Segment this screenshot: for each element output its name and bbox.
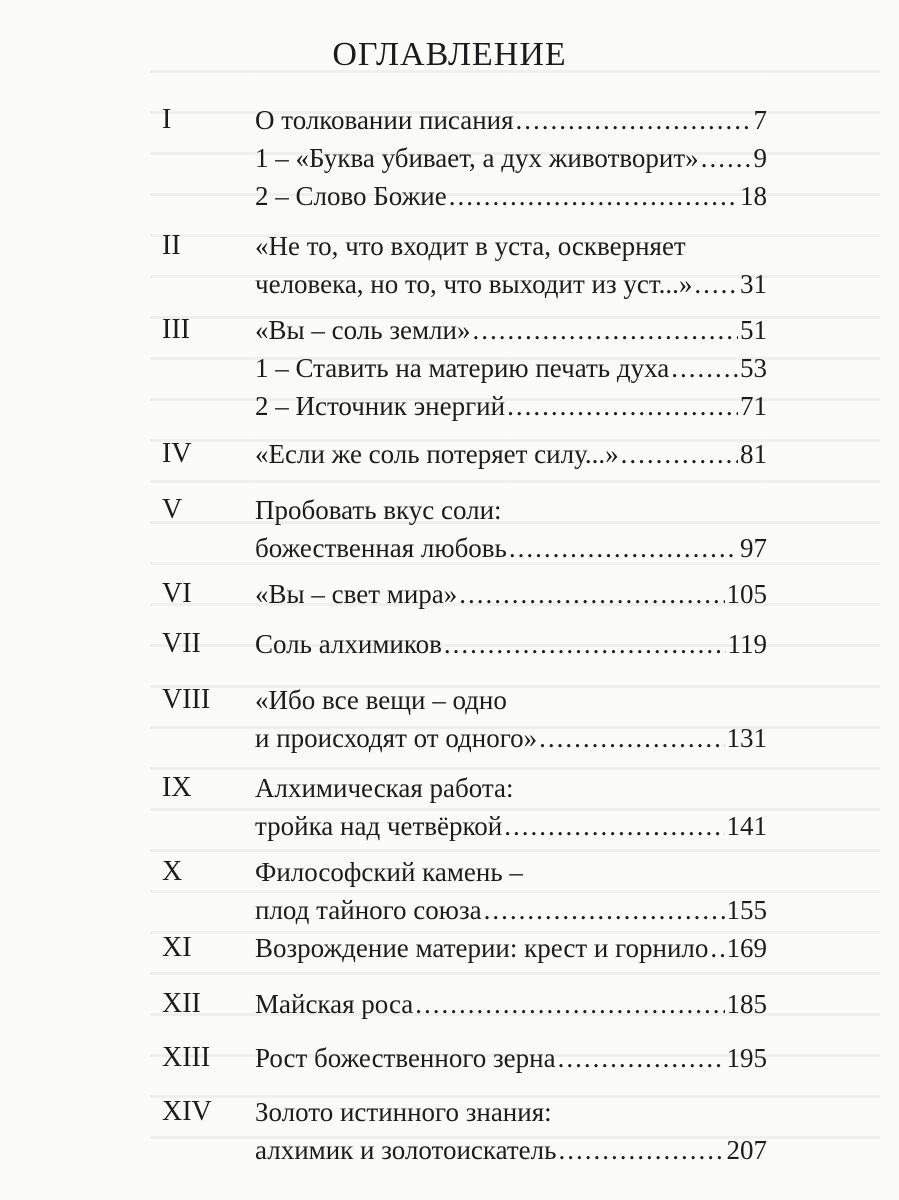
toc-line-text: Майская роса	[255, 989, 414, 1019]
leader-dots	[516, 100, 752, 140]
toc-line	[255, 138, 767, 178]
leader-dots	[472, 310, 738, 350]
page-number: 185	[726, 989, 767, 1019]
toc-line-text: «Ибо все вещи – одно	[255, 685, 507, 715]
page-number: 97	[740, 533, 767, 563]
toc-line	[255, 434, 767, 474]
chapter-number: XIII	[162, 1042, 211, 1073]
toc-line-text: 1 – «Буква убивает, а дух животворит»	[255, 143, 699, 173]
toc-line-text: 2 – Слово Божие	[255, 181, 447, 211]
page-number: 105	[726, 579, 767, 609]
toc-line-text: «Не то, что входит в уста, оскверняет	[255, 231, 686, 261]
toc-line-text: Соль алхимиков	[255, 629, 442, 659]
leader-dots	[459, 574, 724, 614]
chapter-number: IX	[162, 772, 192, 803]
toc-line	[255, 768, 767, 808]
leader-dots	[701, 138, 752, 178]
toc-line-text: Пробовать вкус соли:	[255, 495, 502, 525]
toc-line-text: Рост божественного зерна	[255, 1043, 556, 1073]
toc-line-text: алхимик и золотоискатель	[255, 1135, 557, 1165]
page-number: 7	[753, 105, 767, 135]
toc-line-text: 2 – Источник энергий	[255, 391, 506, 421]
toc-line	[255, 928, 767, 968]
page-number: 81	[740, 439, 767, 469]
page-number: 195	[726, 1043, 767, 1073]
chapter-number: IV	[162, 438, 192, 469]
toc-line	[255, 490, 767, 530]
leader-dots	[507, 386, 738, 426]
page-number: 18	[740, 181, 767, 211]
chapter-number: II	[162, 230, 181, 261]
toc-line	[255, 348, 767, 388]
chapter-number: III	[162, 314, 190, 345]
page-number: 51	[740, 315, 767, 345]
chapter-number: V	[162, 494, 183, 525]
page-number: 31	[740, 269, 767, 299]
page-number: 71	[740, 391, 767, 421]
chapter-number: XII	[162, 988, 201, 1019]
toc-line-text: «Если же соль потеряет силу...»	[255, 439, 619, 469]
toc-line	[255, 226, 767, 266]
toc-line-text: божественная любовь	[255, 533, 507, 563]
leader-dots	[621, 434, 738, 474]
toc-line-text: Философский камень –	[255, 857, 523, 887]
toc-line	[255, 718, 767, 758]
toc-line	[255, 852, 767, 892]
toc-line	[255, 574, 767, 614]
toc-line-text: Возрождение материи: крест и горнило	[255, 933, 709, 963]
page-number: 131	[726, 723, 767, 753]
toc-line	[255, 984, 767, 1024]
chapter-number: X	[162, 856, 183, 887]
toc-line	[255, 100, 767, 140]
leader-dots	[484, 890, 725, 930]
toc-line	[255, 1092, 767, 1132]
toc-line	[255, 264, 767, 304]
page-number: 9	[753, 143, 767, 173]
toc-line	[255, 806, 767, 846]
leader-dots	[504, 806, 724, 846]
chapter-number: I	[162, 104, 172, 135]
leader-dots	[415, 984, 724, 1024]
toc-line	[255, 310, 767, 350]
leader-dots	[558, 1130, 724, 1170]
toc-line-text: О толковании писания	[255, 105, 514, 135]
chapter-number: XIV	[162, 1096, 212, 1127]
chapter-number: VI	[162, 578, 192, 609]
chapter-number: VII	[162, 628, 201, 659]
toc-line	[255, 528, 767, 568]
toc-line	[255, 176, 767, 216]
toc-line	[255, 1038, 767, 1078]
leader-dots	[539, 718, 724, 758]
toc-line-text: Золото истинного знания:	[255, 1097, 552, 1127]
toc-line	[255, 386, 767, 426]
toc-line	[255, 1130, 767, 1170]
page-number: 53	[740, 353, 767, 383]
toc-line	[255, 624, 767, 664]
toc-line-text: и происходят от одного»	[255, 723, 538, 753]
toc-line-text: человека, но то, что выходит из уст...»	[255, 269, 693, 299]
page-number: 169	[726, 933, 767, 963]
toc-line-text: 1 – Ставить на материю печать духа	[255, 353, 670, 383]
leader-dots	[509, 528, 738, 568]
chapter-number: XI	[162, 932, 192, 963]
toc-line-text: Алхимическая работа:	[255, 773, 514, 803]
page-number: 207	[726, 1135, 767, 1165]
chapter-number: VIII	[162, 684, 211, 715]
leader-dots	[671, 348, 738, 388]
leader-dots	[694, 264, 738, 304]
toc-line-text: «Вы – свет мира»	[255, 579, 458, 609]
toc-line-text: «Вы – соль земли»	[255, 315, 471, 345]
page-number: 155	[726, 895, 767, 925]
page-title: ОГЛАВЛЕНИЕ	[332, 36, 567, 73]
leader-dots	[449, 176, 738, 216]
page-number: 141	[726, 811, 767, 841]
page-number: 119	[727, 629, 767, 659]
toc-line-text: тройка над четвёркой	[255, 811, 503, 841]
toc-line	[255, 680, 767, 720]
toc-line	[255, 890, 767, 930]
leader-dots	[444, 624, 726, 664]
leader-dots	[710, 928, 724, 968]
leader-dots	[558, 1038, 725, 1078]
toc-line-text: плод тайного союза	[255, 895, 482, 925]
